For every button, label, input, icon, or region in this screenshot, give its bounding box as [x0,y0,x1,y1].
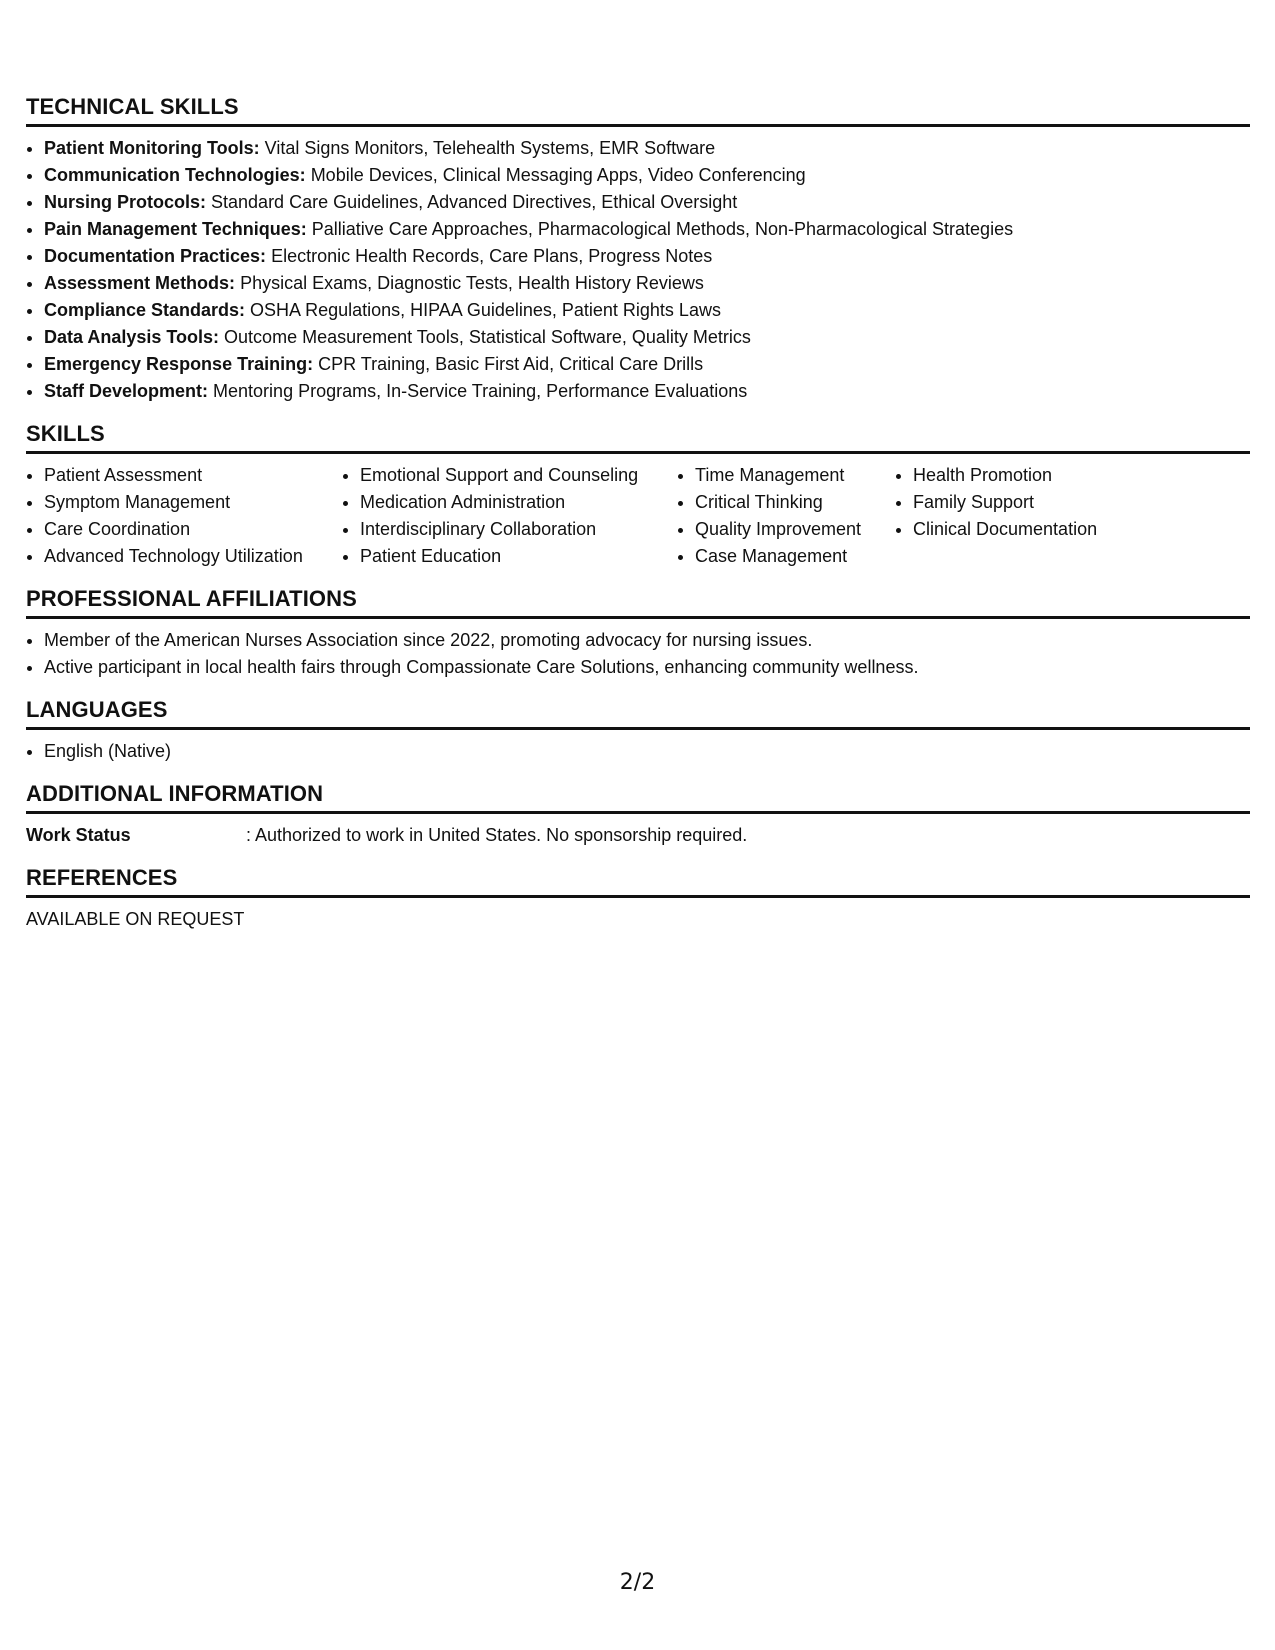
resume-page [26,94,1250,933]
list-item: • Interdisciplinary Collaboration [360,516,677,543]
skill-category-label: Patient Monitoring Tools: [44,138,260,158]
list-item: • Quality Improvement [695,516,895,543]
skill-category-label: Nursing Protocols: [44,192,207,212]
list-item: • English (Native) [44,738,1250,765]
skills-section [26,421,1250,570]
languages-list [26,738,1250,765]
skill-category-text: Outcome Measurement Tools, Statistical Software, Quality Metrics [219,327,751,347]
list-item: • Clinical Documentation [913,516,1213,543]
list-item: • Case Management [695,543,895,570]
list-item: • Symptom Management [44,489,342,516]
skill-category-text: Mentoring Programs, In-Service Training, Performance Evaluations [208,381,748,401]
list-item: • Patient Assessment [44,462,342,489]
skill-category-text: Standard Care Guidelines, Advanced Directives, Ethical Oversight [206,192,738,212]
skill-category-text: OSHA Regulations, HIPAA Guidelines, Patient Rights Laws [245,300,721,320]
affiliations-section [26,586,1250,681]
skills-column [342,462,677,570]
technical-skills-section [26,94,1250,405]
skills-grid [26,462,1250,570]
section-title-technical-skills: TECHNICAL SKILLS [26,94,1250,127]
list-item [44,351,1250,378]
list-item [44,216,1250,243]
skills-column [895,462,1213,570]
list-item: • Family Support [913,489,1213,516]
skill-category-label: Communication Technologies: [44,165,306,185]
skill-category-text: CPR Training, Basic First Aid, Critical Care Drills [313,354,704,374]
list-item: • Critical Thinking [695,489,895,516]
additional-info-section [26,781,1250,849]
list-item: • Time Management [695,462,895,489]
work-status-value: : Authorized to work in United States. No sponsorship required. [246,825,748,845]
list-item: • Patient Education [360,543,677,570]
skill-category-label: Assessment Methods: [44,273,236,293]
list-item [44,270,1250,297]
list-item: • Active participant in local health fairs through Compassionate Care Solutions, enhancing community wellness. [44,654,1250,681]
skill-category-label: Pain Management Techniques: [44,219,307,239]
languages-section [26,697,1250,765]
list-item: • Emotional Support and Counseling [360,462,677,489]
section-title-affiliations: PROFESSIONAL AFFILIATIONS [26,586,1250,619]
section-title-skills: SKILLS [26,421,1250,454]
skill-category-label: Staff Development: [44,381,209,401]
references-section [26,865,1250,933]
work-status-row [26,822,1250,849]
list-item [44,243,1250,270]
skill-category-text: Mobile Devices, Clinical Messaging Apps, Video Conferencing [305,165,806,185]
skill-category-label: Compliance Standards: [44,300,246,320]
list-item [44,378,1250,405]
skills-column [677,462,895,570]
section-title-languages: LANGUAGES [26,697,1250,730]
list-item: • Health Promotion [913,462,1213,489]
list-item: • Advanced Technology Utilization [44,543,342,570]
skill-category-text: Vital Signs Monitors, Telehealth Systems, EMR Software [259,138,716,158]
list-item: • Medication Administration [360,489,677,516]
skill-category-text: Electronic Health Records, Care Plans, Progress Notes [266,246,713,266]
skill-category-label: Data Analysis Tools: [44,327,220,347]
list-item: • Care Coordination [44,516,342,543]
skill-category-label: Emergency Response Training: [44,354,314,374]
list-item [44,189,1250,216]
skill-category-label: Documentation Practices: [44,246,267,266]
section-title-references: REFERENCES [26,865,1250,898]
references-text: AVAILABLE ON REQUEST [26,909,245,929]
skill-category-text: Physical Exams, Diagnostic Tests, Health History Reviews [235,273,704,293]
skills-column [26,462,342,570]
list-item: • Member of the American Nurses Association since 2022, promoting advocacy for nursing issues. [44,627,1250,654]
affiliations-list [26,627,1250,681]
list-item [44,324,1250,351]
skill-category-text: Palliative Care Approaches, Pharmacological Methods, Non-Pharmacological Strategies [306,219,1014,239]
list-item [44,135,1250,162]
page-number: 2/2 [619,1570,656,1595]
work-status-label: Work Status [26,825,131,845]
technical-skills-list [26,135,1250,405]
list-item [44,297,1250,324]
section-title-additional-info: ADDITIONAL INFORMATION [26,781,1250,814]
list-item [44,162,1250,189]
